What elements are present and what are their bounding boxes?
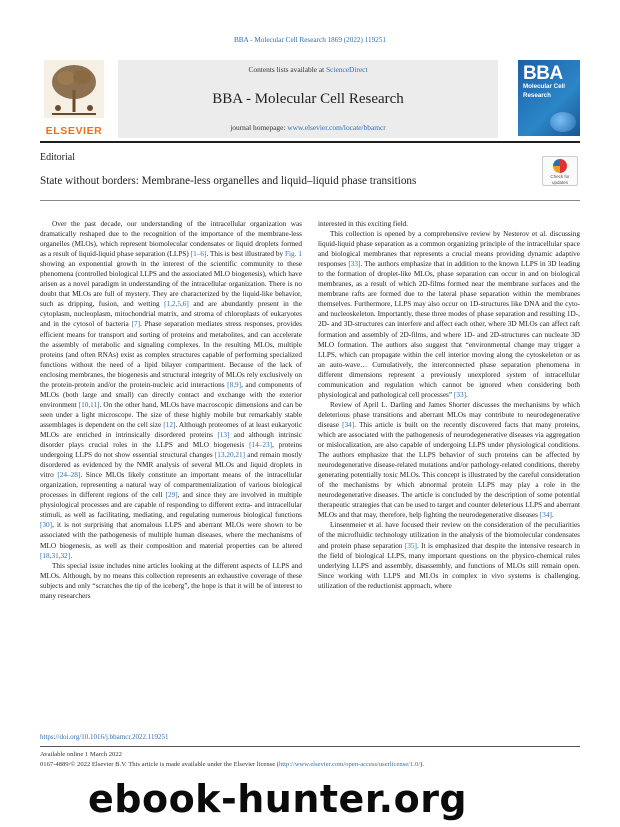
paragraph: Linsenmeier et al. have focused their review on the consideration of the peculiarities of the microfluidic technology utilization in the analysis of the biomolecular condensates and protein phase separation [35]. It is emphasized that despite the intensive research in the field of biological LLPS, many important questions on the physico-chemical rules underlying LLPS and assembly, disassembly, and functions of MLOs still remain open. Since working with LLPS and MLOs in complex in vivo systems is challenging, utilization of the reductionist approach, where [318, 521, 580, 590]
cover-title: BBA [523, 63, 563, 84]
citation-link[interactable]: [14–23] [249, 441, 273, 450]
citation-link[interactable]: [1–6] [190, 250, 207, 259]
citation-link[interactable]: [33] [453, 390, 466, 399]
sciencedirect-link[interactable]: ScienceDirect [326, 65, 368, 74]
watermark: ebook-hunter.org [88, 777, 468, 821]
doi-link[interactable]: https://doi.org/10.1016/j.bbamcr.2022.119251 [40, 733, 169, 741]
body-column-right [318, 219, 580, 591]
available-online: Available online 1 March 2022 [40, 751, 122, 758]
section-label: Editorial [40, 152, 75, 163]
title-rule [40, 200, 580, 201]
license-link[interactable]: http://www.elsevier.com/open-access/userlicense/1.0/ [278, 761, 421, 768]
citation-link[interactable]: [13,20,21] [214, 451, 246, 460]
elsevier-wordmark: ELSEVIER [45, 125, 103, 137]
citation-link[interactable]: [33] [348, 260, 361, 269]
citation-link[interactable]: [34] [342, 420, 355, 429]
elsevier-tree-icon [44, 60, 104, 118]
journal-title: BBA - Molecular Cell Research [212, 91, 404, 107]
homepage-line [118, 123, 498, 132]
citation-link[interactable]: [34] [539, 511, 552, 520]
citation-link[interactable]: [13] [217, 430, 230, 439]
homepage-prefix: journal homepage: [230, 123, 288, 132]
citation-link[interactable]: [10,11] [78, 400, 100, 409]
citation-link[interactable]: [18,31,32] [40, 551, 71, 560]
contents-line [118, 60, 498, 74]
footer-rule [40, 746, 580, 747]
journal-masthead [40, 60, 580, 138]
journal-homepage-link[interactable]: www.elsevier.com/locate/bbamcr [287, 123, 386, 132]
running-head[interactable]: BBA - Molecular Cell Research 1869 (2022) 119251 [233, 36, 387, 44]
elsevier-logo[interactable] [40, 60, 108, 137]
article-title: State without borders: Membrane-less organelles and liquid–liquid phase transitions [40, 175, 417, 187]
paragraph: Over the past decade, our understanding of the intracellular organization was dramatically reshaped due to the recognition of the importance of the membrane-less organelles (MLOs), which represent biomolecular condensates or liquid droplets formed as a result of liquid-liquid phase separation (LLPS) [1–6]. This is best illustrated by Fig. 1 showing an exponential growth in the interest of the scientific community to these phenomena (controlled biological LLPS and the associated MLO biogenesis), which have arisen as a novel paradigm in understanding of the intracellular organization. There is no doubt that MLOs are full of mystery. They are characterized by the liquid-like behavior, such as dripping, fusion, and wetting [1,2,5,6] and are abundantly present in the cytoplasm, nucleoplasm, mitochondrial matrix, and stroma of chloroplasts of eukaryotes and in the cytosol of bacteria [7]. Phase separation mediates stress responses, provides efficient means for transport and sorting of proteins and metabolites, and can accelerate the assembly of metabolic and signaling complexes. In the resulting MLOs, multiple proteins (and often RNAs) exist as complex structures capable of performing specialized functions without the need of a lipid bilayer compartment. Because of the lack of enclosing membranes, the biogenesis and structural integrity of MLOs rely exclusively on the protein-protein and/or the protein-nucleic acid interactions [8,9], and components of MLOs (both large and small) can directly contact and exchange with the exterior environment [10,11]. On the other hand, MLOs have macroscopic dimensions and can be seen under a light microscope. The size of these highly mobile but remarkably stable assemblages is dependent on the cell size [12]. Although proteomes of at least eukaryotic MLOs are enriched in intrinsically disordered proteins [13] and although intrinsic disorder plays crucial roles in the LLPS and MLO biogenesis [14–23], proteins undergoing LLPS do not show essential structural changes [13,20,21] and remain mostly disordered as evidenced by the NMR analysis of several MLOs and liquid droplets in vitro [24–28]. Since MLOs likely constitute an important means of the intracellular organization, representing a natural way of compartmentalization of various biological processes in different regions of the cell [29], and since they are involved in multiple physiological processes and are capable of responding to different extra- and intracellular stimuli, as well as facilitating, mediating, and regulating numerous biological functions [30], it is not surprising that anomalous LLPS and aberrant MLOs were shown to be associated with the pathogenesis of multiple human diseases, where the mechanisms of MLO biogenesis, as well as their composition and material properties can be altered [18,31,32]. [40, 220, 303, 560]
citation-link[interactable]: [30] [40, 521, 53, 530]
citation-link[interactable]: [35] [404, 541, 417, 550]
journal-cover-thumbnail[interactable] [518, 60, 580, 136]
citation-link[interactable]: [8,9] [227, 380, 242, 389]
check-updates-label-1: Check for [550, 174, 570, 179]
citation-link[interactable]: [24–28] [57, 471, 81, 480]
header-rule [40, 141, 580, 143]
body-column-left [40, 219, 302, 601]
citation-link[interactable]: [12] [163, 420, 176, 429]
contents-prefix: Contents lists available at [248, 65, 327, 74]
paragraph: This special issue includes nine articles looking at the different aspects of LLPS and MLOs. Although, by no means this collection represents an exhaustive coverage of these subjects and only “scratches the tip of the iceberg”, the hope is that it will be of interest to many researchers [40, 561, 302, 600]
figure-link[interactable]: Fig. 1 [285, 250, 302, 259]
license-line: 0167-4889/© 2022 Elsevier B.V. This article is made available under the Elsevier license (http://www.elsevier.com/open-access/userlicense/1.0/). [40, 761, 424, 768]
paragraph: This collection is opened by a comprehensive review by Nesterov et al. discussing liquid-liquid phase separation as a common organizing principle of the intracellular space and biological membranes that represents a crucial means providing dynamic adaptive responses [33]. The authors emphasize that in addition to the known LLPS in 3D leading to the formation of droplet-like MLOs, phase separation can occur in and on biological membranes, as a result of which 2D-films formed near the membrane surfaces and the membrane rafts are formed due to the lateral phase separation within the membranes themselves. Furthermore, LLPS may also occur on 1D-structures like DNA and the cyto- and nucleoskeleton. Importantly, these three modes of phase separation and resulting 1D-, 2D- and 3D-structures can interfere and affect each other, where 3D MLOs can affect raft formation and assembly of 2D-films, and where 1D- and 2D-structures can nucleate 3D MLO formation. The authors also suggest that “environmental change may trigger a LLPS, which can propagate within the cell interior moving along the cytoskeleton or as an auto-wave… Cumulatively, the interconnected phase separation phenomena in different dimensions represent a previously unexplored system of intracellular communication and regulation which cannot be ignored when considering both physiological and pathological cell processes” [33]. [318, 230, 580, 399]
paragraph: interested in this exciting field. [318, 220, 408, 228]
citation-link[interactable]: [7] [131, 320, 140, 329]
check-for-updates-button[interactable] [542, 156, 578, 186]
cover-art [550, 112, 576, 132]
cover-subtitle-1: Molecular Cell [523, 83, 565, 90]
journal-banner [118, 60, 498, 138]
cover-subtitle-2: Research [523, 91, 551, 99]
paragraph: Review of April L. Darling and James Shorter discusses the mechanisms by which deleterious phase transitions and aberrant MLOs may contribute to neurodegenerative disease [34]. This article is built on the recently discovered facts that many proteins, which are associated with the pathogenesis of neurodegenerative diseases via aggregation or mislocalization, are also capable of undergoing LLPS under physiological conditions. The authors emphasize that the LLPS behavior of such proteins can be affected by neurodegenerative disease-related mutations and/or pathology-related conditions, thereby generating potentially toxic MLOs. This concept is illustrated by the careful consideration of the mechanisms by which abnormal protein LLPS may play a role in the neurodegenerative diseases. The article is concluded by the description of some potential therapeutic strategies that can be used to target and counter deleterious LLPS and aberrant MLOs and that may, therefore, help fighting the neurodegenerative diseases [34]. [318, 400, 580, 520]
citation-link[interactable]: [1,2,5,6] [164, 300, 189, 309]
check-updates-label-2: updates [551, 180, 568, 185]
crossmark-icon [553, 159, 567, 173]
citation-link[interactable]: [29] [165, 491, 178, 500]
